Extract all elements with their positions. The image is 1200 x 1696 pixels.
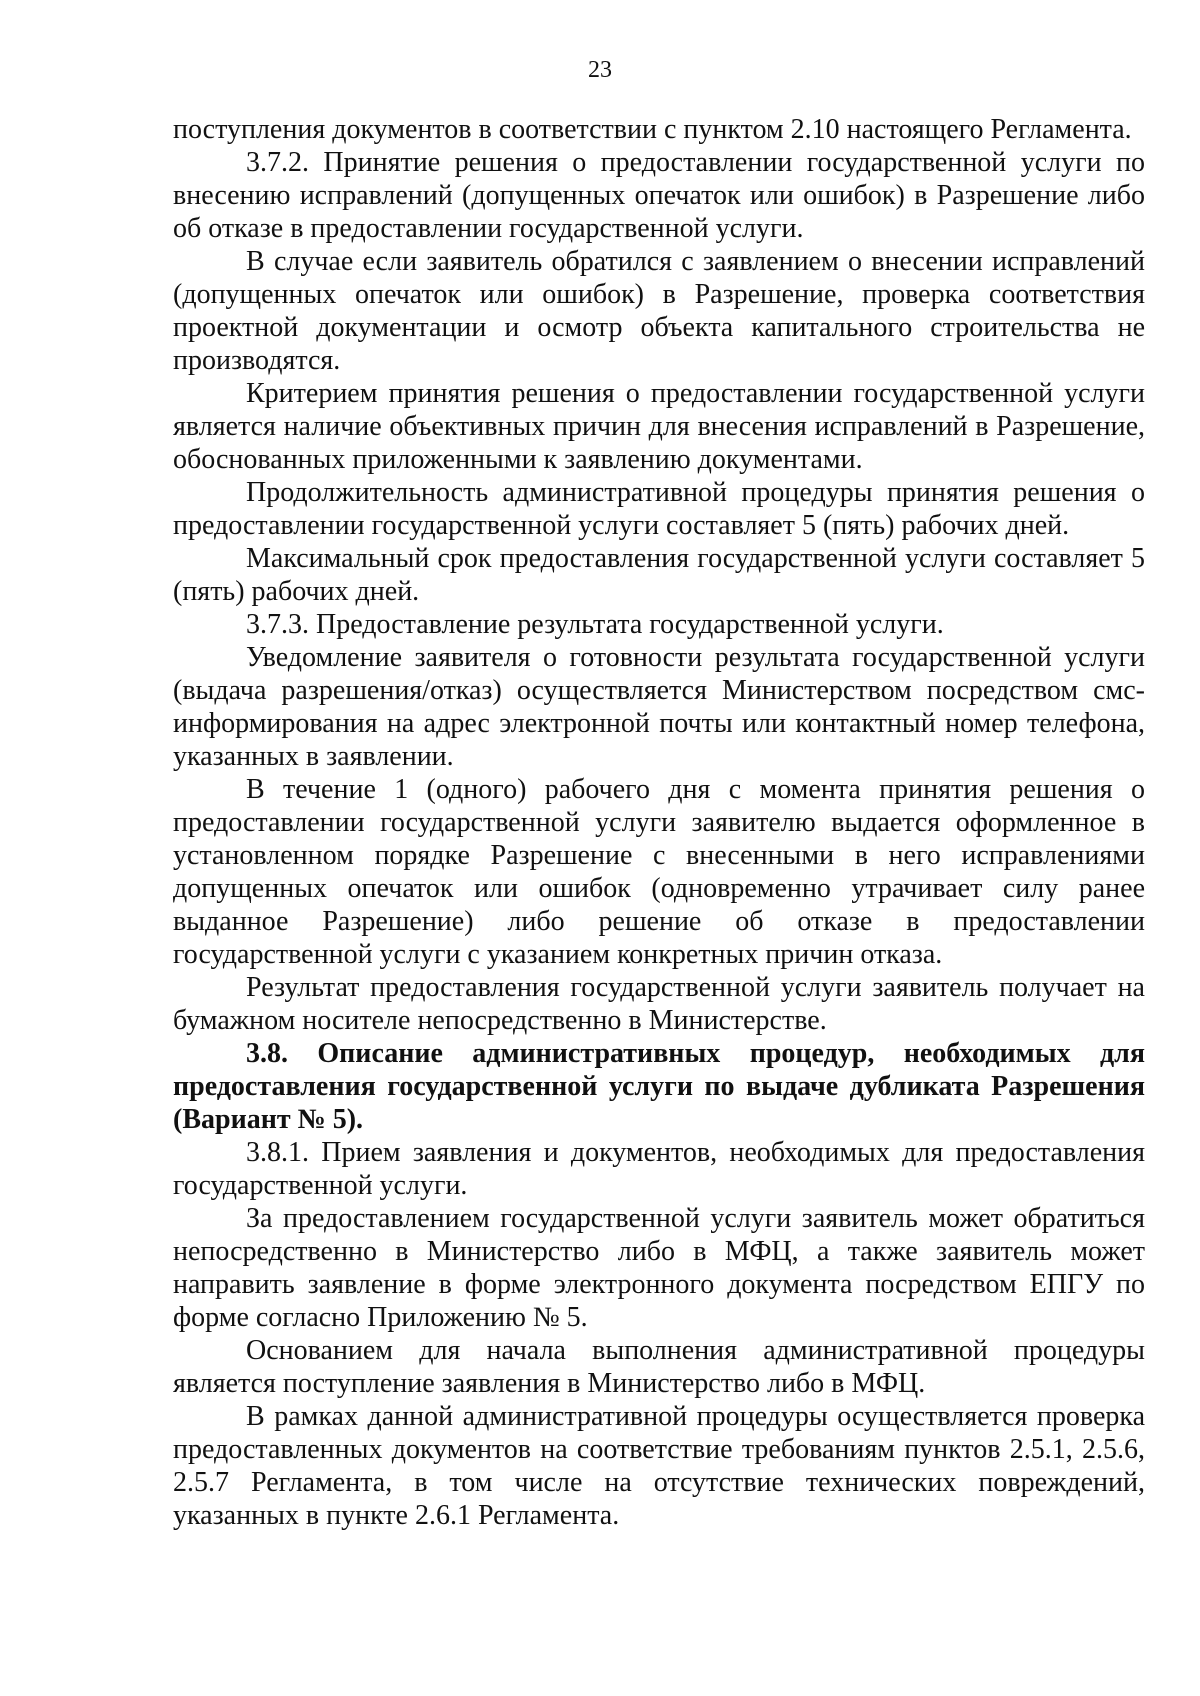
paragraph-3-7-2: 3.7.2. Принятие решения о предоставлении государственной услуги по внесению исправлений (допущенных опечаток или ошибок) в Разрешение либо об отказе в предоставлении государственной услуги.	[173, 147, 1145, 244]
paragraph-3-7-3: 3.7.3. Предоставление результата государственной услуги.	[246, 609, 944, 640]
paragraph-max-term: Максимальный срок предоставления государственной услуги составляет 5 (пять) рабочих дней.	[173, 543, 1145, 607]
paragraph-applicant-appeal: За предоставлением государственной услуги заявитель может обратиться непосредственно в Министерство либо в МФЦ, а также заявитель может направить заявление в форме электронного документа посредством ЕПГУ по форме согласно Приложению № 5.	[173, 1203, 1145, 1333]
paragraph-no-inspection: В случае если заявитель обратился с заявлением о внесении исправлений (допущенных опечаток или ошибок) в Разрешение, проверка соответствия проектной документации и осмотр объекта капитального строительства не производятся.	[173, 246, 1145, 376]
paragraph-3-8-1: 3.8.1. Прием заявления и документов, необходимых для предоставления государственной услуги.	[173, 1137, 1145, 1201]
paragraph-duration: Продолжительность административной процедуры принятия решения о предоставлении государственной услуги составляет 5 (пять) рабочих дней.	[173, 477, 1145, 541]
document-body	[173, 113, 1145, 1532]
paragraph-criterion: Критерием принятия решения о предоставлении государственной услуги является наличие объективных причин для внесения исправлений в Разрешение, обоснованных приложенными к заявлению документами.	[173, 378, 1145, 475]
paragraph-basis: Основанием для начала выполнения административной процедуры является поступление заявления в Министерство либо в МФЦ.	[173, 1335, 1145, 1399]
paragraph-verification: В рамках данной административной процедуры осуществляется проверка предоставленных документов на соответствие требованиям пунктов 2.5.1, 2.5.6, 2.5.7 Регламента, в том числе на отсутствие технических повреждений, указанных в пункте 2.6.1 Регламента.	[173, 1401, 1145, 1531]
paragraph-continuation: поступления документов в соответствии с пунктом 2.10 настоящего Регламента.	[173, 114, 1132, 145]
page-number: 23	[588, 57, 612, 83]
paragraph-notification: Уведомление заявителя о готовности результата государственной услуги (выдача разрешения/отказ) осуществляется Министерством посредством смс-информирования на адрес электронной почты или контактный номер телефона, указанных в заявлении.	[173, 642, 1145, 772]
paragraph-issuance: В течение 1 (одного) рабочего дня с момента принятия решения о предоставлении государственной услуги заявителю выдается оформленное в установленном порядке Разрешение с внесенными в него исправлениями допущенных опечаток или ошибок (одновременно утрачивает силу ранее выданное Разрешение) либо решение об отказе в предоставлении государственной услуги с указанием конкретных причин отказа.	[173, 774, 1145, 970]
paragraph-result: Результат предоставления государственной услуги заявитель получает на бумажном носителе непосредственно в Министерстве.	[173, 972, 1145, 1036]
section-heading-3-8: 3.8. Описание административных процедур, необходимых для предоставления государственной услуги по выдаче дубликата Разрешения (Вариант № 5).	[173, 1038, 1145, 1135]
